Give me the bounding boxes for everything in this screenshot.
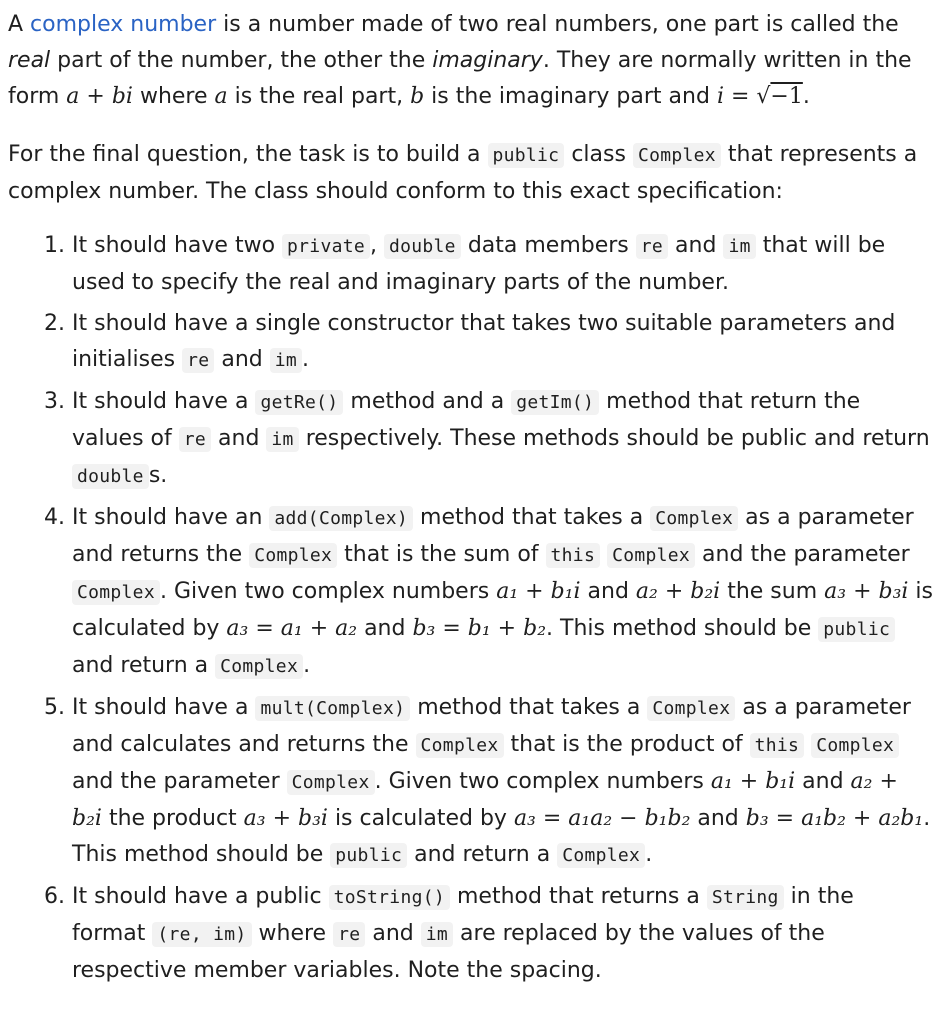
code-inline: im [270,348,302,373]
code-inline: re [179,427,211,452]
item-text: It should have an [72,505,270,530]
item-text: and [690,806,746,831]
item-text: . [645,842,653,867]
code-inline: toString() [329,885,450,910]
item-text: that is the product of [503,732,750,757]
task-text: that represents a complex number. The class should conform to this exact specification: [8,142,918,204]
item-text: and [211,426,267,451]
item-text: respectively. These methods should be public and return [298,426,930,451]
emphasis-real: real [8,48,51,73]
item-text: It should have two [72,233,283,258]
code-inline: im [723,234,755,259]
code-inline: Complex [72,580,160,605]
math-expression: b [410,84,425,109]
code-inline: String [707,885,784,910]
item-text: s. [148,463,168,488]
code-inline: mult(Complex) [255,696,410,721]
code-inline: getIm() [511,390,599,415]
code-inline: Complex [647,696,735,721]
item-text: that is the sum of [337,542,546,567]
code-inline: re [636,234,668,259]
math-inline [746,806,923,831]
math-expression: b₃ = a₁b₂ + a₂b₁ [745,806,924,831]
math-expression: a₁ + b₁i [496,579,581,604]
math-inline [226,616,357,641]
code-inline: re [182,348,214,373]
code-inline: public [818,617,895,642]
item-text: that will be used to specify the real and imaginary parts of the number. [72,233,886,295]
item-text: is calculated by [327,806,514,831]
spec-item-2 [72,306,934,379]
math-inline [244,806,328,831]
item-text: in the format [72,884,854,946]
code-inline: add(Complex) [269,506,413,531]
math-inline [412,616,546,641]
item-text: It should have a [72,389,256,414]
intro-text: . They are normally written in the form [8,48,912,109]
task-paragraph [8,137,934,210]
math-expression: a₁ + b₁i [710,769,796,794]
item-text: . [303,653,311,678]
item-text: and [214,347,270,372]
math-inline [514,806,690,831]
math-a [215,84,228,109]
math-expression: b₃ = b₁ + b₂ [412,616,547,641]
spec-item-1 [72,228,934,301]
task-text: class [564,142,633,167]
spec-item-4 [72,500,934,685]
item-text: method that return the values of [72,389,861,451]
item-text: are replaced by the values of the respective member variables. Note the spacing. [72,921,825,983]
item-text: and [365,921,421,946]
item-text: and [668,233,724,258]
item-text: is calculated by [72,579,934,641]
item-text: . [302,347,310,372]
intro-text: is the real part, [227,84,411,109]
code-inline: Complex [416,733,504,758]
item-text: and [795,769,851,794]
item-text: where [251,921,334,946]
math-expression: a₂ + b₂i [635,579,721,604]
code-public: public [488,143,565,168]
code-inline: Complex [607,543,695,568]
code-inline: this [546,543,601,568]
math-expression: i = √ [716,84,771,109]
item-text: as a parameter and calculates and returns the [72,695,911,757]
math-expression: a [214,84,228,109]
code-inline: (re, im) [152,922,251,947]
math-expression: a₃ + b₃i [824,579,909,604]
code-inline: Complex [650,506,738,531]
intro-paragraph [8,7,934,115]
code-inline: private [282,234,370,259]
item-text: method that takes a [410,695,648,720]
code-inline: this [750,733,805,758]
spec-item-5 [72,690,934,874]
intro-text: is the imaginary part and [424,84,717,109]
item-text: and the parameter [695,542,910,567]
math-expression: a₃ = a₁ + a₂ [226,616,358,641]
item-text: It should have a [72,695,256,720]
item-text: . Given two complex numbers [374,769,711,794]
item-text: It should have a single constructor that takes two suitable parameters and initialises [72,311,896,372]
spec-item-6 [72,879,934,989]
math-expression: a₃ = a₁a₂ − b₁b₂ [513,806,691,831]
math-inline [496,579,580,604]
intro-text: part of the number, the other the [50,48,433,73]
intro-text: A [8,12,31,37]
math-inline [711,769,795,794]
code-inline: getRe() [255,390,343,415]
code-complex: Complex [633,143,721,168]
emphasis-imaginary: imaginary [432,48,543,73]
specification-list [8,228,934,989]
math-expression: a₃ + b₃i [243,806,328,831]
intro-text: where [132,84,215,109]
code-inline: Complex [287,770,375,795]
code-inline: double [384,234,461,259]
math-form [66,84,133,109]
math-expression: a₂ + b₂i [72,769,898,831]
code-inline: public [330,843,407,868]
intro-text: . [802,84,810,109]
code-inline: Complex [249,543,337,568]
math-sqrt [717,84,803,109]
item-text: . This method should be [72,806,931,867]
item-text: data members [460,233,636,258]
item-text: method that takes a [413,505,651,530]
item-text: the product [101,806,244,831]
item-text: and [357,616,413,641]
math-inline [824,579,908,604]
sqrt-radicand: −1 [770,84,803,109]
code-inline: im [266,427,298,452]
item-text: and return a [407,842,558,867]
code-inline: Complex [215,654,303,679]
math-inline [636,579,720,604]
item-text: . Given two complex numbers [159,579,497,604]
item-text: , [370,233,384,258]
complex-number-link[interactable]: complex number [30,12,217,37]
item-text: as a parameter and returns the [72,505,914,567]
code-inline: Complex [811,733,899,758]
item-text: . This method should be [546,616,819,641]
code-inline: re [333,922,365,947]
item-text: and return a [72,653,216,678]
intro-text: is a number made of two real numbers, one part is called the [216,12,899,37]
math-b [410,84,424,109]
code-inline: im [421,922,453,947]
code-inline: double [72,464,149,489]
item-text: the sum [720,579,825,604]
item-text: and [580,579,636,604]
item-text: method that returns a [450,884,707,909]
item-text: It should have a public [72,884,329,909]
item-text: method and a [343,389,512,414]
code-inline: Complex [557,843,645,868]
item-text: and the parameter [72,769,287,794]
math-expression: a + bi [66,84,133,109]
task-text: For the final question, the task is to build a [8,142,488,167]
spec-item-3 [72,384,934,495]
